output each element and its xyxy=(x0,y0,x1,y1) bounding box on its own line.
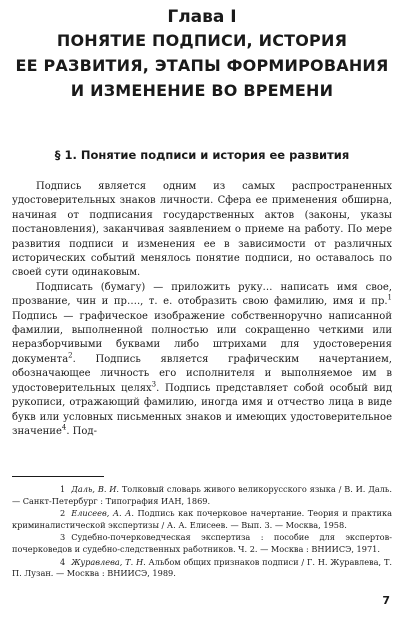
body-text xyxy=(12,180,392,439)
footnote-mark: 4 xyxy=(60,556,66,567)
footnote-ref: 3 xyxy=(151,380,157,389)
footnote-mark: 3 xyxy=(60,532,66,543)
chapter-title-line: ЕЕ РАЗВИТИЯ, ЭТАПЫ ФОРМИРОВАНИЯ xyxy=(15,56,389,75)
footnote-text: Альбом общих признаков подписи / Г. Н. Журавлева, Т. П. Лузан. — Москва : ВНИИСЭ, 1989. xyxy=(12,556,393,579)
text-run: Подпись — графическое изображение собственноручно написанной фамилии, выполненной полностью или сокращенно четкими или неразборчивыми буквами либо штрихами для удостоверения документа xyxy=(12,310,392,365)
footnote-mark: 2 xyxy=(60,508,66,519)
footnote-ref: 4 xyxy=(61,423,67,432)
paragraph xyxy=(12,281,392,439)
footnote-author: Елисеев, А. А. xyxy=(71,508,134,519)
footnote-ref: 2 xyxy=(68,351,73,360)
text-run: . Подпись является графическим начертанием, обозначающее личность его исполнителя и выполняемое им в удостоверительных целях xyxy=(12,353,392,394)
footnote-text: Толковый словарь живого великорусского языка / В. И. Даль. — Санкт-Петербург : Типография ИАН, 1869. xyxy=(12,484,392,506)
paragraph: Подпись является одним из самых распространенных удостоверительных знаков личности. Сфера ее применения обширна, начиная от подписания государственных актов (законы, указы постановления), заканчивая заявлением о приеме на работу. По мере развития подписи и изменения ее в зависимости от различных исторических событий менялось понятие подписи, но оставалось по своей сути одинаковым. xyxy=(12,181,392,279)
footnotes xyxy=(12,484,392,581)
footnote-author: Даль, В. И. xyxy=(71,484,120,494)
footnote-text: Судебно-почерковедческая экспертиза : пособие для экспертов-почерковедов и судебно-следственных работников. Ч. 2. — Москва : ВНИИСЭ, 1971. xyxy=(12,532,392,554)
footnote xyxy=(12,484,392,507)
footnote-text: Подпись как почерковое начертание. Теория и практика криминалистической экспертизы / А. А. Елисеев. — Вып. 3. — Москва, 1958. xyxy=(12,508,392,530)
chapter-heading xyxy=(0,6,404,103)
footnote xyxy=(12,532,392,555)
footnote xyxy=(12,557,392,580)
page-number: 7 xyxy=(382,594,390,607)
footnote xyxy=(12,508,392,531)
chapter-title-line: ПОНЯТИЕ ПОДПИСИ, ИСТОРИЯ xyxy=(56,31,348,50)
text-run: . Под- xyxy=(66,425,97,437)
footnote-author: Журавлева, Т. Н. xyxy=(71,556,146,567)
footnote-mark: 1 xyxy=(60,484,66,494)
text-run: . Подпись представляет собой особый вид рукописи, отражающий фамилию, иногда имя и отчество лица в виде букв или условных письменных знаков и имеющих удостоверительное значение xyxy=(12,382,393,437)
chapter-title-line: И ИЗМЕНЕНИЕ ВО ВРЕМЕНИ xyxy=(70,81,334,100)
footnote-ref: 1 xyxy=(387,293,392,302)
text-run: Подписать (бумагу) — приложить руку… написать имя свое, прозвание, чин и пр…., т. е. отобразить свою фамилию, имя и пр. xyxy=(12,281,392,308)
chapter-number: Глава I xyxy=(167,7,237,27)
section-title: § 1. Понятие подписи и история ее развития xyxy=(54,148,350,162)
footnote-divider xyxy=(12,476,104,477)
